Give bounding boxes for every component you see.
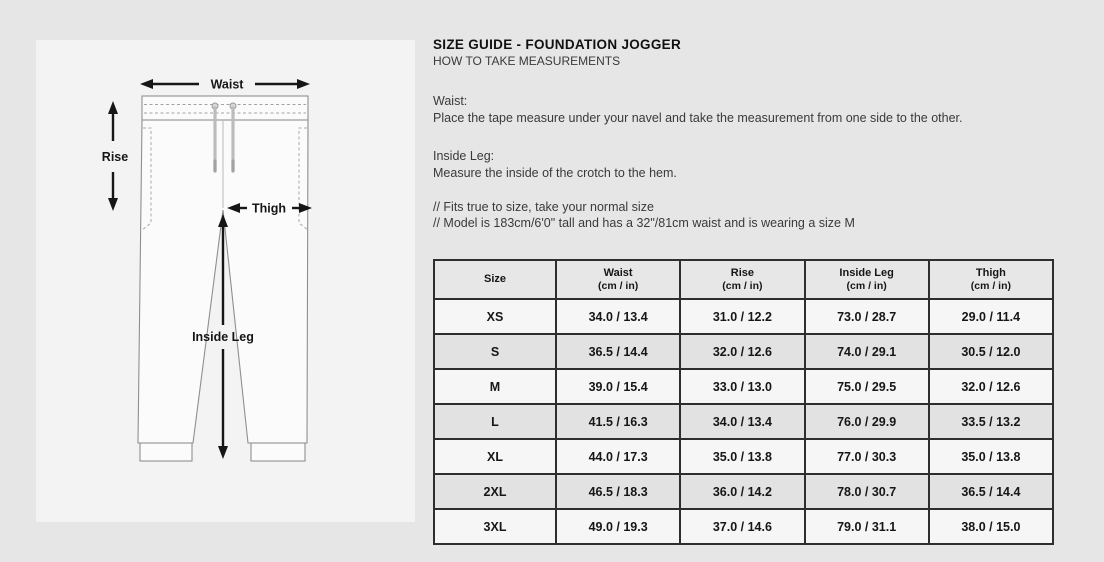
size-guide-content <box>433 38 1054 545</box>
waist-instruction-heading: Waist: <box>433 94 468 108</box>
cell-waist: 34.0 / 13.4 <box>556 299 680 334</box>
jogger-diagram <box>36 40 415 522</box>
cell-inside-leg: 78.0 / 30.7 <box>805 474 929 509</box>
inside-leg-instruction-heading: Inside Leg: <box>433 149 495 163</box>
size-row-l <box>434 404 1053 439</box>
cell-rise: 36.0 / 14.2 <box>680 474 804 509</box>
column-header-inside-leg: Inside Leg (cm / in) <box>805 260 929 299</box>
column-header-rise: Rise (cm / in) <box>680 260 804 299</box>
cell-inside-leg: 75.0 / 29.5 <box>805 369 929 404</box>
size-table <box>433 259 1054 545</box>
fit-notes <box>433 200 1054 231</box>
cell-size: XS <box>434 299 556 334</box>
size-row-3xl <box>434 509 1053 544</box>
size-row-s <box>434 334 1053 369</box>
measurement-diagram-panel <box>36 40 415 522</box>
right-cuff <box>251 443 305 461</box>
page-title: SIZE GUIDE - FOUNDATION JOGGER <box>433 37 682 52</box>
cell-rise: 34.0 / 13.4 <box>680 404 804 439</box>
cell-inside-leg: 77.0 / 30.3 <box>805 439 929 474</box>
cell-size: L <box>434 404 556 439</box>
cell-thigh: 30.5 / 12.0 <box>929 334 1053 369</box>
size-row-xl <box>434 439 1053 474</box>
column-header-thigh: Thigh (cm / in) <box>929 260 1053 299</box>
cell-rise: 32.0 / 12.6 <box>680 334 804 369</box>
column-header-waist: Waist (cm / in) <box>556 260 680 299</box>
thigh-label: Thigh <box>251 201 287 216</box>
cell-size: S <box>434 334 556 369</box>
waist-label: Waist <box>210 77 244 92</box>
cell-size: 3XL <box>434 509 556 544</box>
cell-thigh: 35.0 / 13.8 <box>929 439 1053 474</box>
left-cuff <box>140 443 192 461</box>
rise-label: Rise <box>101 150 129 164</box>
cell-rise: 35.0 / 13.8 <box>680 439 804 474</box>
cell-size: 2XL <box>434 474 556 509</box>
size-row-2xl <box>434 474 1053 509</box>
size-row-xs <box>434 299 1053 334</box>
cell-inside-leg: 74.0 / 29.1 <box>805 334 929 369</box>
note-model: // Model is 183cm/6'0" tall and has a 32"/81cm waist and is wearing a size M <box>433 215 855 230</box>
inside-leg-label: Inside Leg <box>192 330 254 344</box>
cell-waist: 44.0 / 17.3 <box>556 439 680 474</box>
size-table-header-row <box>434 260 1053 299</box>
cell-waist: 39.0 / 15.4 <box>556 369 680 404</box>
cell-inside-leg: 79.0 / 31.1 <box>805 509 929 544</box>
cell-waist: 41.5 / 16.3 <box>556 404 680 439</box>
cell-thigh: 38.0 / 15.0 <box>929 509 1053 544</box>
waist-instruction-body: Place the tape measure under your navel and take the measurement from one side to the other. <box>433 111 963 125</box>
cell-waist: 49.0 / 19.3 <box>556 509 680 544</box>
cell-inside-leg: 73.0 / 28.7 <box>805 299 929 334</box>
cell-thigh: 32.0 / 12.6 <box>929 369 1053 404</box>
waistband <box>142 96 308 120</box>
cell-thigh: 36.5 / 14.4 <box>929 474 1053 509</box>
page-subtitle: HOW TO TAKE MEASUREMENTS <box>433 54 621 68</box>
cell-waist: 46.5 / 18.3 <box>556 474 680 509</box>
cell-size: XL <box>434 439 556 474</box>
cell-rise: 37.0 / 14.6 <box>680 509 804 544</box>
cell-rise: 33.0 / 13.0 <box>680 369 804 404</box>
cell-waist: 36.5 / 14.4 <box>556 334 680 369</box>
inside-leg-instruction-body: Measure the inside of the crotch to the hem. <box>433 166 677 180</box>
cell-size: M <box>434 369 556 404</box>
cell-thigh: 33.5 / 13.2 <box>929 404 1053 439</box>
column-header-size: Size <box>434 260 556 299</box>
cell-inside-leg: 76.0 / 29.9 <box>805 404 929 439</box>
cell-thigh: 29.0 / 11.4 <box>929 299 1053 334</box>
size-row-m <box>434 369 1053 404</box>
inside-leg-instruction <box>433 148 1054 182</box>
waist-instruction <box>433 93 1054 127</box>
note-fit: // Fits true to size, take your normal size <box>433 200 654 214</box>
cell-rise: 31.0 / 12.2 <box>680 299 804 334</box>
